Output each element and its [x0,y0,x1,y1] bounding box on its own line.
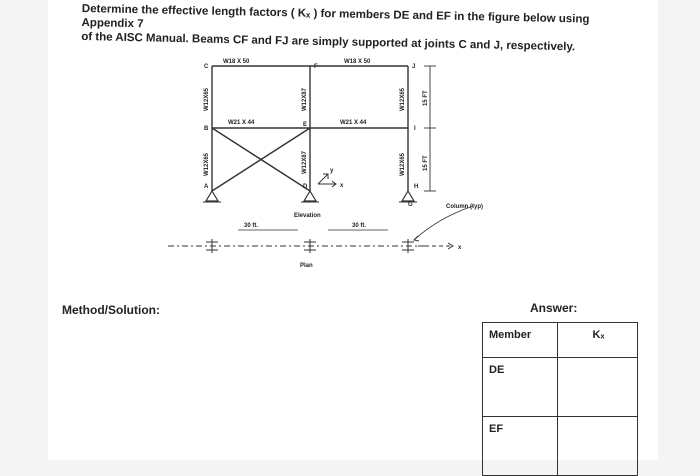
answer-title: Answer: [530,301,578,315]
k-ef-field[interactable] [558,417,638,476]
header-k: Kₓ [558,323,638,358]
header-member: Member [483,323,558,358]
label-col-left-lower: W12X65 [204,152,210,176]
frame-figure [168,56,488,276]
node-h: H [414,184,419,190]
question-line-2: of the AISC Manual. Beams CF and FJ are simply supported at joints C and J, respectively. [81,30,576,54]
label-col-mid-upper: W12X87 [302,87,308,111]
member-ef: EF [483,417,558,476]
label-beam-top-right: W18 X 50 [344,59,371,65]
label-beam-mid-right: W21 X 44 [340,120,367,126]
node-e: E [303,122,308,128]
node-i: I [414,126,416,132]
node-j: J [412,64,416,70]
question-line-1: Determine the effective length factors ( Kₓ ) for members DE and EF in the figure below using Appendix 7 [81,2,590,31]
y-axis-arrow [318,174,328,184]
answer-row-ef [483,417,638,476]
label-col-right-lower: W12X65 [400,152,406,176]
label-height-lower: 15 FT [423,155,429,171]
node-f: F [314,64,318,70]
axis-x-label: x [340,183,344,189]
label-beam-top-left: W18 X 50 [223,59,250,65]
label-beam-mid-left: W21 X 44 [228,120,255,126]
node-c: C [204,64,209,70]
label-col-right-upper: W12X65 [400,87,406,111]
member-de: DE [483,358,558,417]
support-g [402,191,414,201]
label-col-mid-lower: W12X87 [302,150,308,174]
support-d [304,191,316,201]
span-left-label: 30 ft. [244,223,259,229]
label-col-left-upper: W12X65 [204,87,210,111]
k-de-field[interactable] [558,358,638,417]
span-right-label: 30 ft. [352,223,367,229]
method-solution-label: Method/Solution: [62,303,160,317]
plan-label: Plan [300,263,313,269]
answer-header-row [483,323,638,358]
support-a [206,191,218,201]
node-a: A [204,184,209,190]
answer-row-de [483,358,638,417]
column-typ-label: Column (typ) [446,204,483,210]
node-d: D [303,184,308,190]
label-height-upper: 15 FT [423,90,429,106]
answer-table [482,322,638,476]
node-g: G [408,202,413,208]
axis-y-label: y [330,168,334,174]
node-b: B [204,126,209,132]
plan-x-label: x [458,245,462,251]
elevation-label: Elevation [294,213,321,219]
